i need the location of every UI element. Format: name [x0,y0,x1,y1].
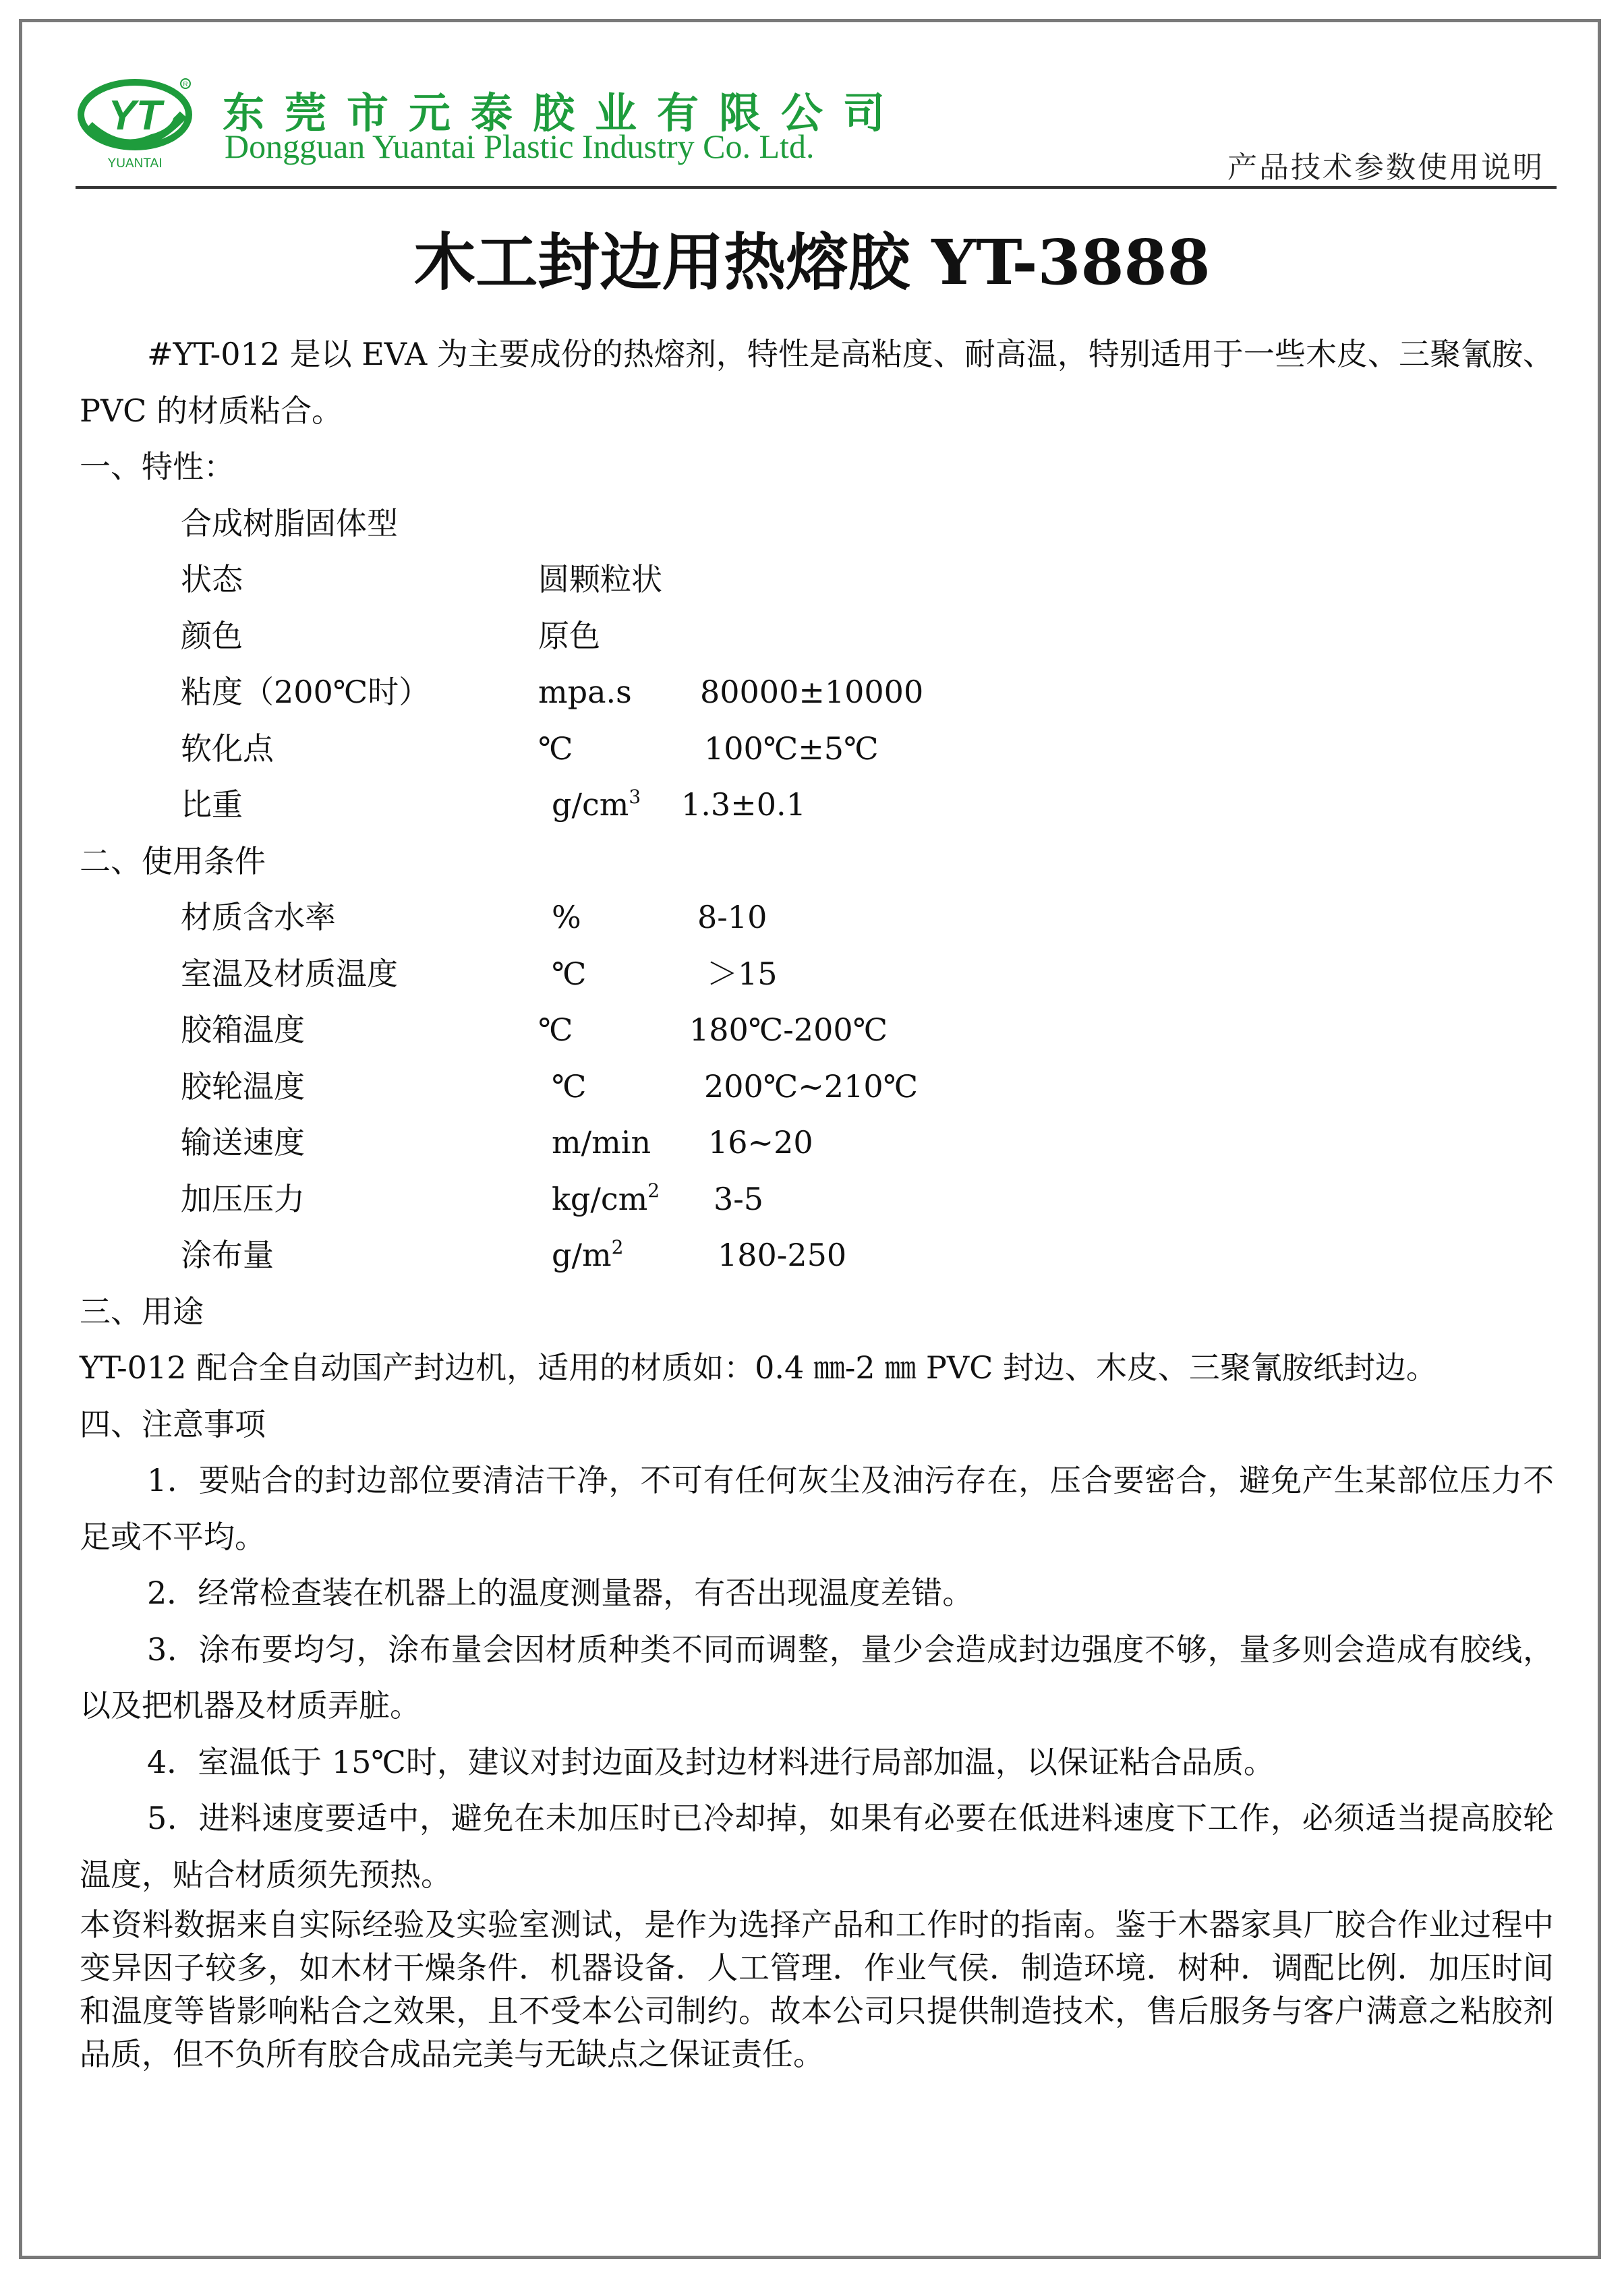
disclaimer-paragraph: 本资料数据来自实际经验及实验室测试，是作为选择产品和工作时的指南。鉴于木器家具厂胶合作业过程中变异因子较多，如木材干燥条件．机器设备．人工管理．作业气侯．制造环境．树种．调配比例．加压时间和温度等皆影响粘合之效果，且不受本公司制约。故本公司只提供制造技术，售后服务与客户满意之粘胶剂品质，但不负所有胶合成品完美与无缺点之保证责任。 [80,1906,1554,2072]
condition-row [80,1171,1554,1228]
section-2-heading: 二、使用条件 [80,842,266,879]
spec-label: 颜色 [181,617,243,654]
condition-unit: $kg/cm^2$ [552,1179,660,1217]
section-1-subheading-row [80,496,1554,552]
header-divider [76,186,1557,189]
condition-row [80,889,1554,946]
company-name-en: Dongguan Yuantai Plastic Industry Co. Ltd. [225,127,815,165]
note-item: 5．进料速度要适中，避免在未加压时已冷却掉，如果有必要在低进料速度下工作，必须适当提高胶轮温度，贴合材质须先预热。 [80,1800,1554,1893]
condition-row [80,946,1554,1003]
document-label: 产品技术参数使用说明 [1227,150,1544,185]
spec-unit: 原色 [538,617,600,654]
note-item: 4．室温低于 15℃时，建议对封边面及封边材料进行局部加温，以保证粘合品质。 [147,1743,1275,1780]
spec-unit: mpa.s [538,674,632,710]
section-1-heading: 一、特性： [80,448,235,485]
note-item: 2．经常检查装在机器上的温度测量器，有否出现温度差错。 [147,1575,974,1611]
condition-unit: % [552,899,581,935]
intro-paragraph: #YT-012 是以 EVA 为主要成份的热熔剂，特性是高粘度、耐高温，特别适用于一些木皮、三聚氰胺、PVC 的材质粘合。 [80,336,1554,429]
condition-label: 胶箱温度 [181,1012,305,1048]
spec-row [80,552,1554,608]
spec-value: 100℃±5℃ [704,730,879,767]
yt-logo-icon [76,73,194,174]
condition-value: 16~20 [708,1124,813,1161]
note-item: 1．要贴合的封边部位要清洁干净，不可有任何灰尘及油污存在，压合要密合，避免产生某部位压力不足或不平均。 [80,1462,1554,1555]
document-body [80,326,1554,2076]
condition-unit: ℃ [552,1067,587,1105]
condition-value: 180℃-200℃ [689,1012,888,1048]
svg-text:R: R [183,81,188,88]
spec-unit: ℃ [538,730,573,767]
condition-value: 200℃~210℃ [704,1067,919,1105]
logo-text: YUANTAI [107,156,163,171]
company-name-cn: 东莞市元泰胶业有限公司 [223,88,906,138]
condition-unit: ℃ [538,1012,573,1048]
condition-label: 输送速度 [181,1124,305,1161]
document-title: 木工封边用热熔胶 YT-3888 [413,226,1211,299]
condition-label: 室温及材质温度 [181,955,398,992]
spec-value: 80000±10000 [700,674,924,710]
condition-unit: ℃ [552,955,587,992]
spec-row [80,608,1554,665]
spec-label: 粘度（200℃时） [181,674,430,710]
condition-unit: m/min [552,1124,651,1161]
condition-label: 加压压力 [181,1180,305,1217]
condition-unit: $g/m^2$ [552,1235,624,1273]
section-4-heading: 四、注意事项 [80,1405,266,1442]
condition-row [80,1115,1554,1171]
spec-row [80,777,1554,833]
spec-row [80,664,1554,721]
spec-value: 1.3±0.1 [681,786,806,823]
section-3-heading: 三、用途 [80,1293,204,1330]
condition-row [80,1227,1554,1284]
condition-label: 材质含水率 [181,899,336,935]
condition-row [80,1059,1554,1115]
condition-label: 胶轮温度 [181,1067,305,1105]
spec-unit: 圆颗粒状 [538,561,662,597]
logo-mark: YT [108,92,162,139]
section-1-subheading: 合成树脂固体型 [181,504,398,542]
condition-value: ＞15 [707,955,778,992]
spec-label: 比重 [181,786,243,823]
spec-label: 软化点 [181,730,274,767]
spec-row [80,721,1554,778]
company-logo [76,73,194,174]
note-item: 3．涂布要均匀，涂布量会因材质种类不同而调整，量少会造成封边强度不够，量多则会造成有胶线，以及把机器及材质弄脏。 [80,1631,1554,1724]
condition-value: 180-250 [718,1237,847,1273]
condition-value: 8-10 [697,899,767,935]
condition-value: 3-5 [714,1180,764,1217]
condition-label: 涂布量 [181,1237,274,1273]
spec-unit: $g/cm^3$ [552,785,641,823]
spec-label: 状态 [181,561,243,597]
condition-row [80,1002,1554,1059]
usage-text: YT-012 配合全自动国产封边机，适用的材质如：0.4 ㎜-2 ㎜ PVC 封边、木皮、三聚氰胺纸封边。 [80,1349,1437,1386]
